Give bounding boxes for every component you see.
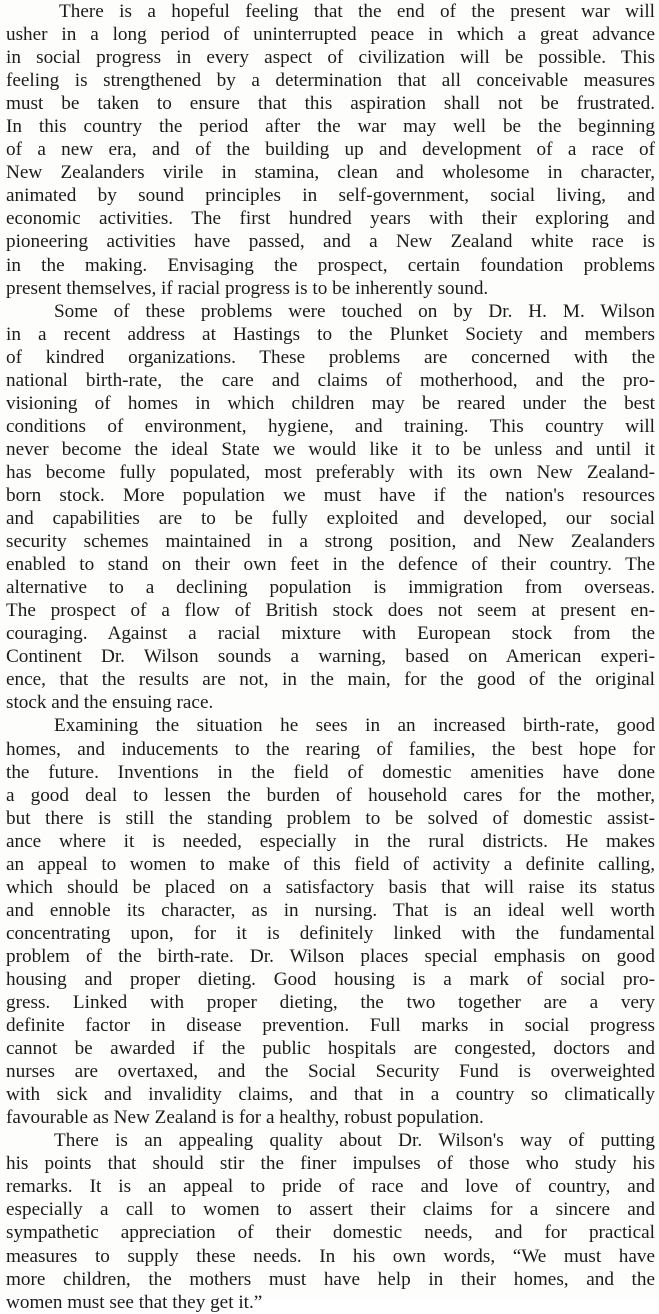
text-line: and ennoble its character, as in nursing. That is an ideal well worth bbox=[6, 899, 655, 921]
text-line: homes, and inducements to the rearing of families, the best hope for bbox=[6, 738, 655, 760]
text-line: Continent Dr. Wilson sounds a warning, based on American experi- bbox=[6, 646, 655, 668]
text-line: conditions of environment, hygiene, and training. This country will bbox=[6, 415, 655, 437]
text-line: women must see that they get it.” bbox=[6, 1291, 263, 1313]
text-line: problem of the birth-rate. Dr. Wilson places special emphasis on good bbox=[6, 945, 655, 967]
paragraph-4 bbox=[6, 1129, 655, 1313]
text-line: more children, the mothers must have help in their homes, and the bbox=[6, 1268, 655, 1290]
text-line: of kindred organizations. These problems are concerned with the bbox=[6, 346, 655, 368]
text-line: enabled to stand on their own feet in the defence of their country. The bbox=[6, 554, 655, 576]
text-line: Some of these problems were touched on by Dr. H. M. Wilson bbox=[54, 300, 655, 322]
text-line: visioning of homes in which children may be reared under the best bbox=[6, 392, 655, 414]
text-line: which should be placed on a satisfactory basis that will raise its status bbox=[6, 876, 655, 898]
text-line: couraging. Against a racial mixture with European stock from the bbox=[6, 623, 655, 645]
text-line: The prospect of a flow of British stock does not seem at present en- bbox=[6, 600, 655, 622]
text-line: has become fully populated, most preferably with its own New Zealand- bbox=[6, 461, 655, 483]
text-line: born stock. More population we must have if the nation's resources bbox=[6, 484, 655, 506]
text-line: the future. Inventions in the field of domestic amenities have done bbox=[6, 761, 655, 783]
text-line: national birth-rate, the care and claims of motherhood, and the pro- bbox=[6, 369, 655, 391]
paragraph-3 bbox=[6, 714, 655, 1129]
text-line: definite factor in disease prevention. Full marks in social progress bbox=[6, 1015, 655, 1037]
text-line: animated by sound principles in self-government, social living, and bbox=[6, 185, 655, 207]
text-line: pioneering activities have passed, and a New Zealand white race is bbox=[6, 231, 655, 253]
text-line: an appeal to women to make of this field of activity a definite calling, bbox=[6, 853, 655, 875]
text-line: housing and proper dieting. Good housing is a mark of social pro- bbox=[6, 968, 655, 990]
text-line: with sick and invalidity claims, and that in a country so climatically bbox=[6, 1084, 655, 1106]
text-line: There is an appealing quality about Dr. Wilson's way of putting bbox=[54, 1130, 655, 1152]
text-line: security schemes maintained in a strong position, and New Zealanders bbox=[6, 531, 655, 553]
text-line: nurses are overtaxed, and the Social Security Fund is overweighted bbox=[6, 1061, 655, 1083]
text-line: economic activities. The first hundred years with their exploring and bbox=[6, 208, 655, 230]
text-line: sympathetic appreciation of their domestic needs, and for practical bbox=[6, 1222, 655, 1244]
text-line: New Zealanders virile in stamina, clean and wholesome in character, bbox=[6, 162, 655, 184]
text-line: concentrating upon, for it is definitely linked with the fundamental bbox=[6, 922, 655, 944]
text-line: favourable as New Zealand is for a healthy, robust population. bbox=[6, 1107, 484, 1129]
text-line: ence, that the results are not, in the main, for the good of the original bbox=[6, 669, 655, 691]
text-line: alternative to a declining population is immigration from overseas. bbox=[6, 577, 655, 599]
text-line: cannot be awarded if the public hospitals are congested, doctors and bbox=[6, 1038, 655, 1060]
text-line: in a recent address at Hastings to the Plunket Society and members bbox=[6, 323, 655, 345]
text-line: must be taken to ensure that this aspiration shall not be frustrated. bbox=[6, 93, 655, 115]
text-line: usher in a long period of uninterrupted peace in which a great advance bbox=[6, 24, 655, 46]
text-line: gress. Linked with proper dieting, the two together are a very bbox=[6, 992, 655, 1014]
text-line: stock and the ensuing race. bbox=[6, 692, 214, 714]
text-line: especially a call to women to assert their claims for a sincere and bbox=[6, 1199, 655, 1221]
paragraph-2 bbox=[6, 300, 655, 715]
text-line: but there is still the standing problem to be solved of domestic assist- bbox=[6, 807, 655, 829]
text-line: In this country the period after the war may well be the beginning bbox=[6, 116, 655, 138]
paragraph-1 bbox=[6, 0, 655, 300]
text-line: a good deal to lessen the burden of household cares for the mother, bbox=[6, 784, 655, 806]
text-line: remarks. It is an appeal to pride of race and love of country, and bbox=[6, 1176, 655, 1198]
text-line: ance where it is needed, especially in the rural districts. He makes bbox=[6, 830, 655, 852]
text-line: and capabilities are to be fully exploited and developed, our social bbox=[6, 508, 655, 530]
text-line: measures to supply these needs. In his own words, “We must have bbox=[6, 1245, 655, 1267]
text-line: feeling is strengthened by a determination that all conceivable measures bbox=[6, 70, 655, 92]
text-line: There is a hopeful feeling that the end of the present war will bbox=[59, 1, 655, 22]
text-line: his points that should stir the finer impulses of those who study his bbox=[6, 1153, 655, 1175]
text-line: present themselves, if racial progress is to be inherently sound. bbox=[6, 277, 489, 299]
text-line: in the making. Envisaging the prospect, certain foundation problems bbox=[6, 254, 655, 276]
text-line: of a new era, and of the building up and development of a race of bbox=[6, 139, 655, 161]
text-line: in social progress in every aspect of civilization will be possible. This bbox=[6, 47, 655, 69]
text-line: never become the ideal State we would like it to be unless and until it bbox=[6, 438, 655, 460]
text-line: Examining the situation he sees in an increased birth-rate, good bbox=[54, 715, 655, 737]
